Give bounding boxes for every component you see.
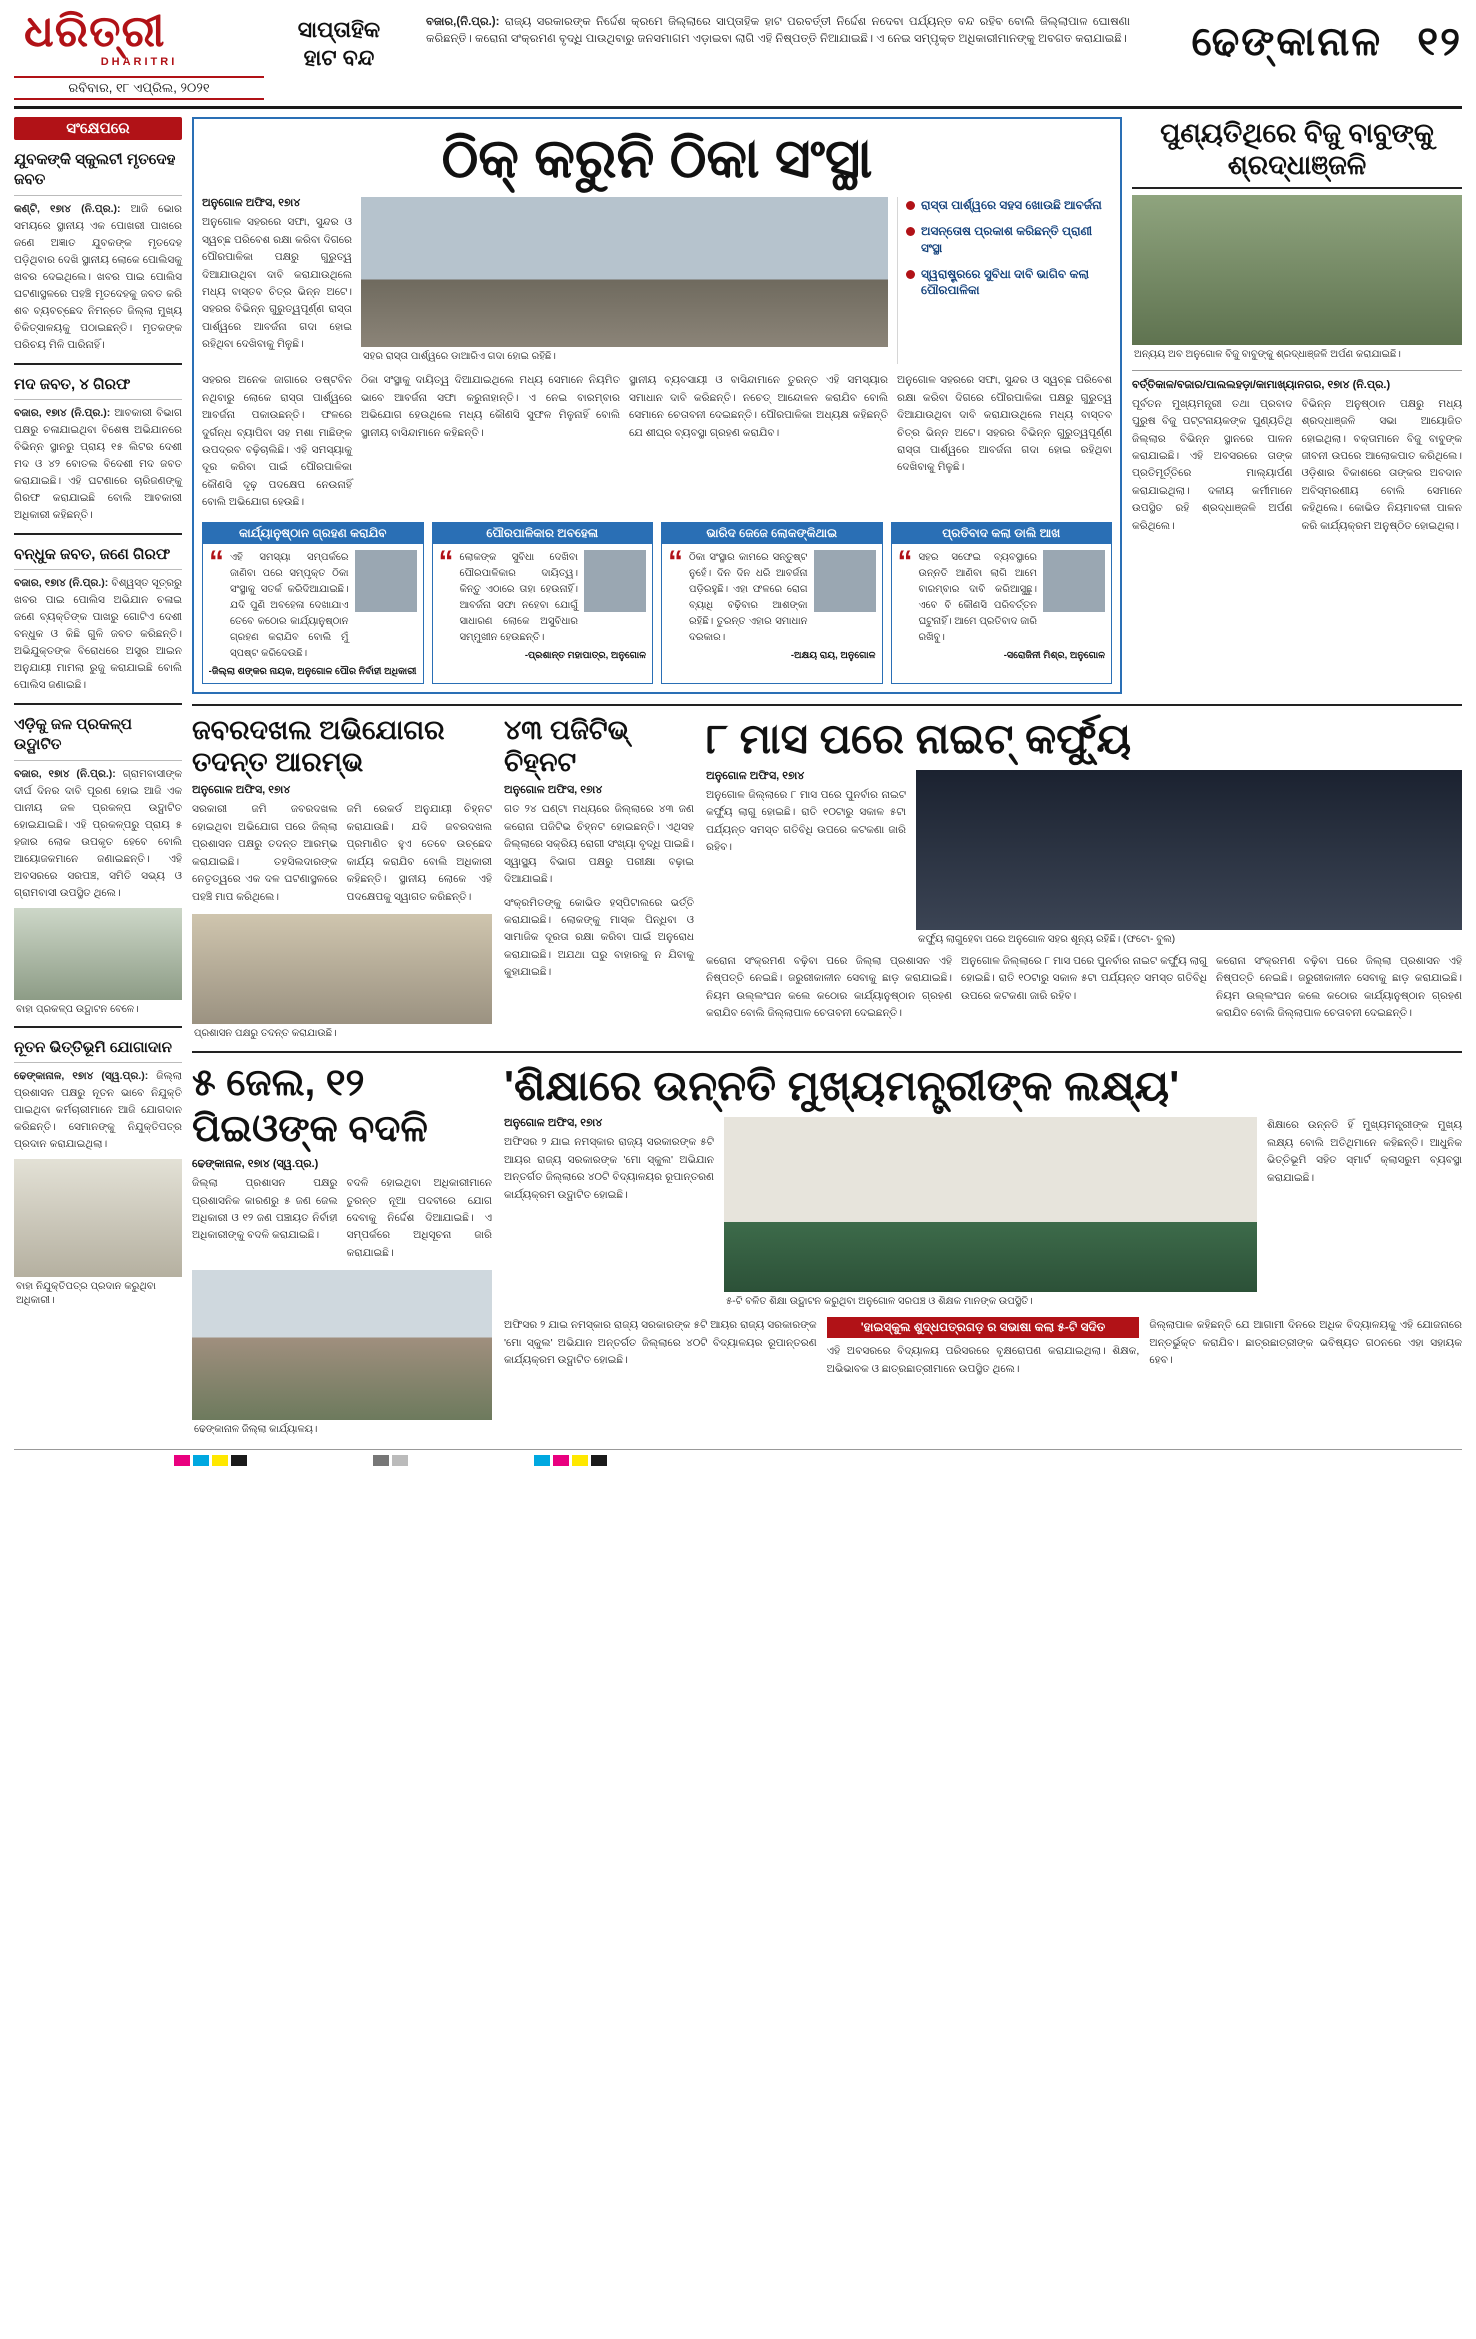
story-byline: ଅନୁଗୋଳ ଅଫିସ, ୧୭ା୪ [706,770,805,783]
quote-portrait [584,550,646,612]
quote-attribution: -ଜିଲ୍ଲା ଶଙ୍କର ନାୟକ, ଅନୁଗୋଳ ପୌର ନିର୍ବାହୀ ଅଧିକାରୀ [208,665,417,677]
story-column: ଜିଲ୍ଲାପାଳ କହିଛନ୍ତି ଯେ ଆଗାମୀ ଦିନରେ ଅଧିକ ବିଦ୍ୟାଳୟକୁ ଏହି ଯୋଜନାରେ ଅନ୍ତର୍ଭୁକ୍ତ କରାଯିବ। ଛାତ୍ରଛାତ୍ରୀଙ୍କ ଭବିଷ୍ୟତ ଗଠନରେ ଏହା ସହାୟକ ହେବ। [1149,1319,1463,1367]
lead-body-column: ସ୍ଥାନୀୟ ବ୍ୟବସାୟୀ ଓ ବାସିନ୍ଦାମାନେ ତୁରନ୍ତ ଏହି ସମସ୍ୟାର ସମାଧାନ ଦାବି କରିଛନ୍ତି। ନଚେତ୍ ଆନ୍ଦୋଳନ କରାଯିବ ବୋଲି ସେମାନେ ଚେତାବନୀ ଦେଇଛନ୍ତି। ପୌରପାଳିକା ଅଧ୍ୟକ୍ଷ କହିଛନ୍ତି ଯେ ଶୀଘ୍ର ବ୍ୟବସ୍ଥା ଗ୍ରହଣ କରାଯିବ। [629,374,888,439]
quote-text: ଏହି ସମସ୍ୟା ସମ୍ପର୍କରେ ଜାଣିବା ପରେ ସମ୍ପୃକ୍ତ ଠିକା ସଂସ୍ଥାକୁ ସତର୍କ କରିଦିଆଯାଇଛି। ଯଦି ପୁଣି ଅବହେଳା ଦେଖାଯାଏ ତେବେ କଠୋର କାର୍ଯ୍ୟାନୁଷ୍ଠାନ ଗ୍ରହଣ କରାଯିବ ବୋଲି ମୁଁ ସ୍ପଷ୍ଟ କରିଦେଉଛି। [230,551,349,659]
second-band-row [192,714,1462,1041]
education-lower-row [504,1317,1462,1378]
story-column: ବଦଳି ହୋଇଥିବା ଅଧିକାରୀମାନେ ତୁରନ୍ତ ନୂଆ ପଦବୀରେ ଯୋଗ ଦେବାକୁ ନିର୍ଦ୍ଦେଶ ଦିଆଯାଇଛି। ଏ ସମ୍ପର୍କରେ ଅଧିସୂଚନା ଜାରି କରାଯାଇଛି। [346,1177,492,1259]
divider [1132,370,1462,371]
education-text-block [504,1117,714,1309]
rail-divider [14,363,182,365]
right-top-byline: ବର୍ତ୍ତିକାଳ/ବଜାର/ପାଲଲହଡ଼ା/କାମାଖ୍ୟାନଗର, ୧୭ା୪ (ନି.ପ୍ର.) [1132,378,1391,391]
quote-heading: କାର୍ଯ୍ୟାନୁଷ୍ଠାନ ଗ୍ରହଣ କରାଯିବ [203,523,423,544]
right-top-headline: ପୁଣ୍ୟତିଥିରେ ବିଜୁ ବାବୁଙ୍କୁ ଶ୍ରଦ୍ଧାଞ୍ଜଳି [1132,117,1462,189]
brief-byline: ବଜାର,(ନି.ପ୍ର.): [426,16,500,28]
lead-body-columns [202,372,1112,511]
curfew-lower-columns [706,953,1462,1023]
story-column: ଶିକ୍ଷାରେ ଉନ୍ନତି ହିଁ ମୁଖ୍ୟମନ୍ତ୍ରୀଙ୍କ ମୁଖ୍ୟ ଲକ୍ଷ୍ୟ ବୋଲି ଅତିଥିମାନେ କହିଛନ୍ତି। ଆଧୁନିକ ଭିତ୍ତିଭୂମି ସହିତ ସ୍ମାର୍ଟ କ୍ଲାସରୁମ ବ୍ୟବସ୍ଥା କରାଯାଇଛି। [1267,1119,1462,1184]
rail-item-title: ବନ୍ଧୁକ ଜବତ, ଜଣେ ଗିରଫ [14,545,182,570]
rail-item-title: ନୂତନ ଭିତ୍ତିଭୂମି ଯୋଗାଦାନ [14,1038,182,1063]
curfew-text-block [706,770,906,947]
story-headline: ଜବରଦଖଲ ଅଭିଯୋଗର ତଦନ୍ତ ଆରମ୍ଭ [192,714,445,778]
education-subbox [827,1317,1140,1378]
lead-byline: ଅନୁଗୋଳ ଅଫିସ, ୧୭ା୪ [202,197,301,210]
lead-story [192,117,1122,694]
tagline-line-1: ସାପ୍ତାହିକ [297,17,381,42]
sub-headline: 'ହାଇସ୍କୁଲ ଶୁଦ୍ଧପତ୍ରଗଡ଼ ର ସଭାଷା କଲା ୫-ଟି ସଦିତ [827,1317,1140,1338]
rail-photo-caption: ବାହା ପ୍ରକଳ୍ପ ଉଦ୍ଘାଟନ ବେଳେ। [16,1003,139,1015]
masthead [14,7,1462,109]
masthead-logo-block [14,7,264,100]
quote-mark-icon: “ [438,544,454,578]
story-column: ଜିଲ୍ଲା ପ୍ରଶାସନ ପକ୍ଷରୁ ପ୍ରଶାସନିକ କାରଣରୁ ୫ ଜଣ ଜେଲ ଅଧିକାରୀ ଓ ୧୨ ଜଣ ପଞ୍ଚାୟତ ନିର୍ବାହୀ ଅଧିକାରୀଙ୍କୁ ବଦଳି କରାଯାଇଛି। [192,1177,338,1242]
rail-photo [14,908,182,1000]
right-top-columns [1132,396,1462,535]
quote-box [891,522,1113,684]
story-column: କରୋନା ସଂକ୍ରମଣ ବଢ଼ିବା ପରେ ଜିଲ୍ଲା ପ୍ରଶାସନ ଏହି ନିଷ୍ପତ୍ତି ନେଇଛି। ଜରୁରୀକାଳୀନ ସେବାକୁ ଛାଡ଼ କରାଯାଇଛି। ନିୟମ ଉଲ୍ଲଂଘନ କଲେ କଠୋର କାର୍ଯ୍ୟାନୁଷ୍ଠାନ ଗ୍ରହଣ କରାଯିବ ବୋଲି ଜିଲ୍ଲାପାଳ ଚେତାବନୀ ଦେଇଛନ୍ତି। [706,955,952,1020]
color-swatch [193,1455,209,1466]
bullet-dot-icon [906,201,915,210]
publication-date: ରବିବାର, ୧୮ ଏପ୍ରିଲ, ୨୦୨୧ [14,76,264,100]
top-row [192,117,1462,694]
center-column [192,117,1462,1437]
rail-item-byline: କଣ୍ଟି, ୧୭ା୪ (ନି.ପ୍ର.): [14,202,121,215]
quote-portrait [1043,550,1105,612]
lead-bullet [906,197,1112,213]
story-headline: ୮ ମାସ ପରେ ନାଇଟ୍ କର୍ଫ୍ୟୁ [706,714,1132,762]
lead-bullet-text: ରାସ୍ତା ପାର୍ଶ୍ୱରେ ସହସ ଖୋଉଛି ଆବର୍ଜନା [921,198,1102,213]
tagline-line-2: ହାଟ ବନ୍ଦ [303,44,375,70]
lead-body-column: ସହରର ଅନେକ ଜାଗାରେ ଡଷ୍ଟବିନ ନଥିବାରୁ ଲୋକେ ରାସ୍ତା ପାର୍ଶ୍ୱରେ ଆବର୍ଜନା ପକାଉଛନ୍ତି। ଫଳରେ ଦୁର୍ଗନ୍ଧ ବ୍ୟାପିବା ସହ ମଶା ମାଛିଙ୍କ ଉପଦ୍ରବ ବଢ଼ିଚାଲିଛି। ଏହି ସମସ୍ୟାକୁ ଦୂର କରିବା ପାଇଁ ପୌରପାଳିକା କୌଣସି ଦୃଢ଼ ପଦକ୍ଷେପ ନେଉନାହିଁ ବୋଲି ଅଭିଯୋଗ ହେଉଛି। [202,374,352,509]
story-headline: 'ଶିକ୍ଷାରେ ଉନ୍ନତି ମୁଖ୍ୟମନ୍ତ୍ରୀଙ୍କ ଲକ୍ଷ୍ୟ' [504,1061,1180,1109]
rail-item-text: ଆଜି ଭୋର ସମୟରେ ସ୍ଥାନୀୟ ଏକ ପୋଖରୀ ପାଖରେ ଜଣେ ଅଜ୍ଞାତ ଯୁବକଙ୍କ ମୃତଦେହ ପଡ଼ିଥିବାର ଦେଖି ସ୍ଥାନୀୟ ଲୋକେ ପୋଲିସକୁ ଖବର ଦେଇଥିଲେ। ଖବର ପାଇ ପୋଲିସ ଘଟଣାସ୍ଥଳରେ ପହଞ୍ଚି ମୃତଦେହକୁ ଜବତ କରି ଶବ ବ୍ୟବଚ୍ଛେଦ ନିମନ୍ତେ ଜିଲ୍ଲା ମୁଖ୍ୟ ଚିକିତ୍ସାଳୟକୁ ପଠାଇଛନ୍ତି। ମୃତକଙ୍କ ପରିଚୟ ମିଳି ପାରିନାହିଁ। [14,202,183,351]
story-byline: ଢେଙ୍କାନାଳ, ୧୭ା୪ (ସ୍ୱ.ପ୍ର.) [192,1158,319,1171]
lead-bullet [906,223,1112,255]
right-top-column: ପୂର୍ବତନ ମୁଖ୍ୟମନ୍ତ୍ରୀ ତଥା ପ୍ରବାଦ ପୁରୁଷ ବିଜୁ ପଟ୍ଟନାୟକଙ୍କ ପୁଣ୍ୟତିଥି ଜିଲ୍ଲାର ବିଭିନ୍ନ ସ୍ଥାନରେ ପାଳନ କରାଯାଇଛି। ଏହି ଅବସରରେ ତାଙ୍କ ପ୍ରତିମୂର୍ତ୍ତିରେ ମାଲ୍ୟାର୍ପଣ କରାଯାଇଥିଲା। ଦଳୀୟ କର୍ମୀମାନେ ଉପସ୍ଥିତ ରହି ଶ୍ରଦ୍ଧାଞ୍ଜଳି ଅର୍ପଣ କରିଥିଲେ। [1132,397,1293,532]
lead-frame [192,117,1122,694]
color-swatch [392,1455,408,1466]
quote-portrait [355,550,417,612]
story-night-curfew [706,714,1462,1041]
logo-roman: DHARITRI [100,56,178,68]
rail-item-text: ଆବକାରୀ ବିଭାଗ ପକ୍ଷରୁ ଚଳାଯାଇଥିବା ବିଶେଷ ଅଭିଯାନରେ ବିଭିନ୍ନ ସ୍ଥାନରୁ ପ୍ରାୟ ୧୫ ଲିଟର ଦେଶୀ ମଦ ଓ ୪୨ ବୋତଲ ବିଦେଶୀ ମଦ ଜବତ କରାଯାଇଛି। ଏହି ଘଟଣାରେ ଚାରିଜଣଙ୍କୁ ଗିରଫ କରାଯାଇଛି ବୋଲି ଆବକାରୀ ଅଧିକାରୀ କହିଛନ୍ତି। [14,406,182,521]
sub-text: ଏହି ଅବସରରେ ବିଦ୍ୟାଳୟ ପରିସରରେ ବୃକ୍ଷରୋପଣ କରାଯାଇଥିଲା। ଶିକ୍ଷକ, ଅଭିଭାବକ ଓ ଛାତ୍ରଛାତ୍ରୀମାନେ ଉପସ୍ଥିତ ଥିଲେ। [826,1345,1140,1375]
rail-item [14,375,182,524]
rail-item-body [14,1068,182,1153]
quote-mark-icon: “ [897,544,913,578]
rail-divider [14,703,182,705]
rail-item-byline: ବଜାର, ୧୭ା୪ (ନି.ପ୍ର.): [14,577,109,589]
right-top-caption: ଅନ୍ୟୟ ଅବ ଅନୁଗୋଳ ବିଜୁ ବାବୁଙ୍କୁ ଶ୍ରଦ୍ଧାଞ୍ଜଳି ଅର୍ପଣ କରାଯାଇଛି। [1134,348,1401,360]
rail-photo [14,1159,182,1277]
right-top-photo [1132,195,1462,345]
color-swatch [534,1455,550,1466]
quote-attribution: -ସରୋଜିନୀ ମିଶ୍ର, ଅନୁଗୋଳ [1003,649,1105,661]
rail-item-text: ଗ୍ରାମବାସୀଙ୍କ ଦୀର୍ଘ ଦିନର ଦାବି ପୂରଣ ହୋଇ ଆଜି ଏକ ପାନୀୟ ଜଳ ପ୍ରକଳ୍ପ ଉଦ୍ଘାଟିତ ହୋଇଯାଇଛି। ଏହି ପ୍ରକଳ୍ପରୁ ପ୍ରାୟ ୫ ହଜାର ଲୋକ ଉପକୃତ ହେବେ ବୋଲି ଆୟୋଜକମାନେ ଜଣାଇଛନ୍ତି। ଏହି ଅବସରରେ ସରପଞ୍ଚ, ସମିତି ସଭ୍ୟ ଓ ଗ୍ରାମବାସୀ ଉପସ୍ଥିତ ଥିଲେ। [14,767,183,899]
story-column: ସଂକ୍ରମିତଙ୍କୁ କୋଭିଡ ହସ୍ପିଟାଲରେ ଭର୍ତ୍ତି କରାଯାଇଛି। ଲୋକଙ୍କୁ ମାସ୍କ ପିନ୍ଧିବା ଓ ସାମାଜିକ ଦୂରତା ରକ୍ଷା କରିବା ପାଇଁ ଅନୁରୋଧ କରାଯାଇଛି। ଅଯଥା ଘରୁ ବାହାରକୁ ନ ଯିବାକୁ କୁହାଯାଇଛି। [504,896,694,979]
rail-item-title: ମଦ ଜବତ, ୪ ଗିରଫ [14,375,182,400]
quote-box [202,522,424,684]
story-photo-caption: ୫-ଟି ବଳିତ ଶିକ୍ଷା ଉଦ୍ଘାଟନ କରୁଥିବା ଅନୁଗୋଳ ସରପଞ୍ଚ ଓ ଶିକ୍ଷକ ମାନଙ୍କ ଉପସ୍ଥିତି। [726,1296,1033,1308]
quote-heading: ପୌରପାଳିକାର ଅବହେଳା [433,523,653,544]
story-column: ଅନୁଗୋଳ ଜିଲ୍ଲାରେ ୮ ମାସ ପରେ ପୁନର୍ବାର ନାଇଟ କର୍ଫ୍ୟୁ ଲାଗୁ ହୋଇଛି। ରାତି ୧୦ଟାରୁ ସକାଳ ୫ଟା ପର୍ଯ୍ୟନ୍ତ ସମସ୍ତ ଗତିବିଧି ଉପରେ କଟକଣା ଜାରି ରହିବ। [706,789,906,854]
quote-box [661,522,883,684]
quote-row [202,522,1112,684]
education-photo-block [724,1117,1257,1309]
rail-divider [14,533,182,535]
quote-text: ଠିକା ସଂସ୍ଥାର କାମରେ ସନ୍ତୁଷ୍ଟ ନୁହେଁ। ଦିନ ଦିନ ଧରି ଆବର୍ଜନା ପଡ଼ିରହୁଛି। ଏହା ଫଳରେ ରୋଗ ବ୍ୟାଧି ବଢ଼ିବାର ଆଶଙ୍କା ରହିଛି। ତୁରନ୍ତ ଏହାର ସମାଧାନ ଦରକାର। [689,551,808,643]
lead-intro-text: ଅନୁଗୋଳ ସହରରେ ସଫା, ସୁନ୍ଦର ଓ ସ୍ୱଚ୍ଛ ପରିବେଶ ରକ୍ଷା କରିବା ଦିଗରେ ପୌରପାଳିକା ପକ୍ଷରୁ ଗୁରୁତ୍ୱ ଦିଆଯାଉଥିବା ଦାବି କରାଯାଉଥିଲେ ମଧ୍ୟ ବାସ୍ତବ ଚିତ୍ର ଭିନ୍ନ ଅଟେ। ସହରର ବିଭିନ୍ନ ଗୁରୁତ୍ୱପୂର୍ଣ୍ଣ ରାସ୍ତା ପାର୍ଶ୍ୱରେ ଆବର୍ଜନା ଗଦା ହୋଇ ରହିଥିବା ଦେଖିବାକୁ ମିଳୁଛି। [202,216,352,351]
rail-item-body [14,201,182,354]
color-swatch [553,1455,569,1466]
curfew-row [706,770,1462,947]
lead-bullet-text: ଅସନ୍ତୋଷ ପ୍ରକାଶ କରିଛନ୍ତି ପ୍ରାଣୀ ସଂସ୍ଥା [921,224,1093,255]
story-photo-caption: ଢେଙ୍କାନାଳ ଜିଲ୍ଲା କାର୍ଯ୍ୟାଳୟ। [194,1424,318,1436]
lead-photo [361,197,888,347]
quote-body [662,544,882,646]
registration-color-bar [14,1449,1462,1471]
rail-photo-caption: ବାହା ନିଯୁକ୍ତିପତ୍ର ପ୍ରଦାନ କରୁଥିବା ଅଧିକାରୀ। [16,1280,156,1306]
right-top-column: ବିଭିନ୍ନ ଅନୁଷ୍ଠାନ ପକ୍ଷରୁ ମଧ୍ୟ ଶ୍ରଦ୍ଧାଞ୍ଜଳି ସଭା ଆୟୋଜିତ ହୋଇଥିଲା। ବକ୍ତାମାନେ ବିଜୁ ବାବୁଙ୍କ ଜୀବନୀ ଉପରେ ଆଲୋକପାତ କରିଥିଲେ। ଓଡ଼ିଶାର ବିକାଶରେ ତାଙ୍କର ଅବଦାନ ଅବିସ୍ମରଣୀୟ ବୋଲି ସେମାନେ କହିଥିଲେ। କୋଭିଡ ନିୟମାବଳୀ ପାଳନ କରି କାର୍ଯ୍ୟକ୍ରମ ଅନୁଷ୍ଠିତ ହୋଇଥିଲା। [1301,397,1462,532]
quote-text: ସହର ସଫେଇ ବ୍ୟବସ୍ଥାରେ ଉନ୍ନତି ଆଣିବା ଲାଗି ଆମେ ବାରମ୍ବାର ଦାବି କରିଆସୁଛୁ। ଏବେ ବି କୌଣସି ପରିବର୍ତ୍ତନ ଘଟୁନାହିଁ। ଆମେ ପ୍ରତିବାଦ ଜାରି ରଖିବୁ। [918,551,1037,643]
color-swatch [591,1455,607,1466]
story-column: ଅନୁଗୋଳ ଜିଲ୍ଲାରେ ୮ ମାସ ପରେ ପୁନର୍ବାର ନାଇଟ କର୍ଫ୍ୟୁ ଲାଗୁ ହୋଇଛି। ରାତି ୧୦ଟାରୁ ସକାଳ ୫ଟା ପର୍ଯ୍ୟନ୍ତ ସମସ୍ତ ଗତିବିଧି ଉପରେ କଟକଣା ଜାରି ରହିବ। [961,955,1207,1002]
color-swatch [373,1455,389,1466]
brief-text: ରାଜ୍ୟ ସରକାରଙ୍କ ନିର୍ଦ୍ଦେଶ କ୍ରମେ ଜିଲ୍ଲାରେ ସାପ୍ତାହିକ ହାଟ ପରବର୍ତ୍ତୀ ନିର୍ଦ୍ଦେଶ ନଦେବା ପର୍ଯ୍ୟନ୍ତ ବନ୍ଦ ରହିବ ବୋଲି ଜିଲ୍ଲାପାଳ ଘୋଷଣା କରିଛନ୍ତି। କରୋନା ସଂକ୍ରମଣ ବୃଦ୍ଧି ପାଉଥିବାରୁ ଜନସମାଗମ ଏଡ଼ାଇବା ଲାଗି ଏହି ନିଷ୍ପତ୍ତି ନିଆଯାଇଛି। ଏ ନେଇ ସମ୍ପୃକ୍ତ ଅଧିକାରୀମାନଙ୍କୁ ଅବଗତ କରାଯାଇଛି। [426,16,1130,46]
left-rail [14,117,182,1437]
bullet-dot-icon [906,227,915,236]
lead-top-row [202,197,1112,364]
quote-heading: ପ୍ରତିବାଦ କଲା ଡାଲି ଆଖ [892,523,1112,544]
lead-headline: ଠିକ୍ କରୁନି ଠିକା ସଂସ୍ଥା [441,127,873,189]
quote-portrait [814,550,876,612]
story-column: ଜମି ରେକର୍ଡ ଅନୁଯାୟୀ ଚିହ୍ନଟ କରାଯାଉଛି। ଯଦି ଜବରଦଖଲ ପ୍ରମାଣିତ ହୁଏ ତେବେ ଉଚ୍ଛେଦ କାର୍ଯ୍ୟ କରାଯିବ ବୋଲି ଅଧିକାରୀ କହିଛନ୍ତି। ସ୍ଥାନୀୟ ଲୋକେ ଏହି ପଦକ୍ଷେପକୁ ସ୍ୱାଗତ କରିଛନ୍ତି। [346,803,492,903]
story-column: କରୋନା ସଂକ୍ରମଣ ବଢ଼ିବା ପରେ ଜିଲ୍ଲା ପ୍ରଶାସନ ଏହି ନିଷ୍ପତ୍ତି ନେଇଛି। ଜରୁରୀକାଳୀନ ସେବାକୁ ଛାଡ଼ କରାଯାଇଛି। ନିୟମ ଉଲ୍ଲଂଘନ କଲେ କଠୋର କାର୍ଯ୍ୟାନୁଷ୍ଠାନ ଗ୍ରହଣ କରାଯିବ ବୋଲି ଜିଲ୍ଲାପାଳ ଚେତାବନୀ ଦେଇଛନ୍ତି। [1216,955,1462,1020]
rail-item [14,715,182,1017]
story-photo [916,770,1462,930]
rail-item-byline: ଢେଙ୍କାନାଳ, ୧୭ା୪ (ସ୍ୱ.ପ୍ର.): [14,1069,149,1082]
education-side-block [1267,1117,1462,1309]
lead-bullet-list [897,197,1112,364]
rail-header: ସଂକ୍ଷେପରେ [14,117,182,140]
rail-item-byline: ବଜାର, ୧୭ା୪ (ନି.ପ୍ର.): [14,406,111,419]
story-photo [192,1270,492,1420]
edition-name: ଢେଙ୍କାନାଳ [1191,20,1383,64]
right-top-story [1132,117,1462,694]
story-column: ଅଫିସର ୨ ଯାଇ ନମସ୍କାର ରାଜ୍ୟ ସରକାରଙ୍କ ୫ଟି ଆୟର ରାଜ୍ୟ ସରକାରଙ୍କ 'ମୋ ସ୍କୁଲ' ଅଭିଯାନ ଅନ୍ତର୍ଗତ ଜିଲ୍ଲାରେ ୪୦ଟି ବିଦ୍ୟାଳୟର ରୂପାନ୍ତରଣ କାର୍ଯ୍ୟକ୍ରମ ଉଦ୍ଘାଟିତ ହୋଇଛି। [504,1319,817,1367]
lead-intro-column [202,197,352,364]
rail-item-body [14,766,182,902]
lead-bullet-text: ସ୍ୱରାଷ୍ଟ୍ରରେ ସୁବିଧା ଦାବି ଭାଗିବ କଲା ପୌରପାଳିକା [921,266,1089,298]
rail-item-title: ଯୁବକଙ୍କି ସ୍କୁଲଟୀ ମୃତଦେହ ଜବତ [14,150,182,196]
masthead-brief [414,10,1142,100]
story-investigation [192,714,492,1041]
quote-body [892,544,1112,646]
quote-box [432,522,654,684]
story-photo-caption: ପ୍ରଶାସନ ପକ୍ଷରୁ ତଦନ୍ତ କରାଯାଉଛି। [194,1027,337,1039]
quote-body [203,544,423,662]
third-band [192,1051,1462,1437]
logo-text: ଧରିତ୍ରୀ [24,7,166,56]
lead-bullet [906,266,1112,298]
color-swatch [231,1455,247,1466]
quote-attribution: -ପ୍ରଶାନ୍ତ ମହାପାତ୍ର, ଅନୁଗୋଳ [524,649,646,661]
bullet-dot-icon [906,270,915,279]
quote-attribution: -ଅକ୍ଷୟ ରାୟ, ଅନୁଗୋଳ [790,649,876,661]
story-headline: ୪୩ ପଜିଟିଭ୍ ଚିହ୍ନଟ [504,714,629,778]
education-row [504,1117,1462,1309]
story-byline: ଅନୁଗୋଳ ଅଫିସ, ୧୭ା୪ [504,784,603,797]
story-column: ସରକାରୀ ଜମି ଜବରଦଖଲ ହୋଇଥିବା ଅଭିଯୋଗ ପରେ ଜିଲ୍ଲା ପ୍ରଶାସନ ପକ୍ଷରୁ ତଦନ୍ତ ଆରମ୍ଭ କରାଯାଇଛି। ତହସିଲଦାରଙ୍କ ନେତୃତ୍ୱରେ ଏକ ଦଳ ଘଟଣାସ୍ଥଳରେ ପହଞ୍ଚି ମାପ କରିଥିଲେ। [192,803,338,903]
lead-body-column: ଠିକା ସଂସ୍ଥାକୁ ଦାୟିତ୍ୱ ଦିଆଯାଇଥିଲେ ମଧ୍ୟ ସେମାନେ ନିୟମିତ ଭାବେ ଆବର୍ଜନା ସଫା କରୁନାହାନ୍ତି। ଏ ନେଇ ବାରମ୍ବାର ଅଭିଯୋଗ ହେଉଥିଲେ ମଧ୍ୟ କୌଣସି ସୁଫଳ ମିଳୁନାହିଁ ବୋଲି ସ୍ଥାନୀୟ ବାସିନ୍ଦାମାନେ କହିଛନ୍ତି। [361,374,620,439]
story-columns [192,1175,492,1262]
quote-mark-icon: “ [668,544,683,578]
second-band [192,704,1462,1041]
story-photo [724,1117,1257,1292]
edition-block [1142,10,1462,100]
quote-heading: ଭାରିଦ ଜେଜେ ଲୋକଙ୍କିଥାଇ [662,523,882,544]
story-columns [192,801,492,906]
color-swatch [572,1455,588,1466]
rail-item-body [14,575,182,694]
story-column: ଗତ ୨୪ ଘଣ୍ଟା ମଧ୍ୟରେ ଜିଲ୍ଲାରେ ୪୩ ଜଣ କରୋନା ପଜିଟିଭ ଚିହ୍ନଟ ହୋଇଛନ୍ତି। ଏଥିସହ ଜିଲ୍ଲାରେ ସକ୍ରିୟ ରୋଗୀ ସଂଖ୍ୟା ବୃଦ୍ଧି ପାଇଛି। ସ୍ୱାସ୍ଥ୍ୟ ବିଭାଗ ପକ୍ଷରୁ ପରୀକ୍ଷା ବଢ଼ାଇ ଦିଆଯାଇଛି। [504,803,694,886]
rail-divider [14,1026,182,1028]
story-transfers [192,1061,492,1437]
rail-item [14,1038,182,1308]
color-swatch [174,1455,190,1466]
lead-body-column: ଅନୁଗୋଳ ସହରରେ ସଫା, ସୁନ୍ଦର ଓ ସ୍ୱଚ୍ଛ ପରିବେଶ ରକ୍ଷା କରିବା ଦିଗରେ ପୌରପାଳିକା ପକ୍ଷରୁ ଗୁରୁତ୍ୱ ଦିଆଯାଉଥିବା ଦାବି କରାଯାଉଥିଲେ ମଧ୍ୟ ବାସ୍ତବ ଚିତ୍ର ଭିନ୍ନ ଅଟେ। ସହରର ବିଭିନ୍ନ ଗୁରୁତ୍ୱପୂର୍ଣ୍ଣ ରାସ୍ତା ପାର୍ଶ୍ୱରେ ଆବର୍ଜନା ଗଦା ହୋଇ ରହିଥିବା ଦେଖିବାକୁ ମିଳୁଛି। [897,374,1112,474]
story-photo-caption: କର୍ଫ୍ୟୁ ଲାଗୁହେବା ପରେ ଅନୁଗୋଳ ସହର ଶୂନ୍ୟ ରହିଛି। (ଫଟୋ- ବୁଲ) [918,934,1176,946]
third-band-row [192,1061,1462,1437]
quote-mark-icon: “ [209,544,224,578]
rail-item-body [14,405,182,524]
quote-text: ଲୋକଙ୍କ ସୁବିଧା ଦେଖିବା ପୌରପାଳିକାର ଦାୟିତ୍ୱ। କିନ୍ତୁ ଏଠାରେ ତାହା ହେଉନାହିଁ। ଆବର୍ଜନା ସଫା ନହେବା ଯୋଗୁଁ ସାଧାରଣ ଲୋକେ ଅସୁବିଧାର ସମ୍ମୁଖୀନ ହେଉଛନ୍ତି। [459,551,578,643]
lead-photo-block [361,197,888,364]
story-education [504,1061,1462,1437]
rail-item [14,150,182,354]
story-byline: ଅନୁଗୋଳ ଅଫିସ, ୧୭ା୪ [192,784,291,797]
main-grid [14,117,1462,1437]
story-byline: ଅନୁଗୋଳ ଅଫିସ, ୧୭ା୪ [504,1117,603,1130]
lead-photo-caption: ସହର ରାସ୍ତା ପାର୍ଶ୍ୱରେ ଡାଆରିଏ ଗଦା ହୋଇ ରହିଛି। [363,351,556,363]
color-swatch [212,1455,228,1466]
story-column: ଅଫିସର ୨ ଯାଇ ନମସ୍କାର ରାଜ୍ୟ ସରକାରଙ୍କ ୫ଟି ଆୟର ରାଜ୍ୟ ସରକାରଙ୍କ 'ମୋ ସ୍କୁଲ' ଅଭିଯାନ ଅନ୍ତର୍ଗତ ଜିଲ୍ଲାରେ ୪୦ଟି ବିଦ୍ୟାଳୟର ରୂପାନ୍ତରଣ କାର୍ଯ୍ୟକ୍ରମ ଉଦ୍ଘାଟିତ ହୋଇଛି। [504,1136,714,1201]
story-positive-cases [504,714,694,1041]
masthead-tagline [264,10,414,100]
story-photo [192,914,492,1024]
quote-body [433,544,653,646]
rail-item-text: ଜିଲ୍ଲା ପ୍ରଶାସନ ପକ୍ଷରୁ ନୂତନ ଭାବେ ନିଯୁକ୍ତି ପାଇଥିବା କର୍ମଚାରୀମାନେ ଆଜି ଯୋଗଦାନ କରିଛନ୍ତି। ସେମାନଙ୍କୁ ନିଯୁକ୍ତିପତ୍ର ପ୍ରଦାନ କରାଯାଇଥିଲା। [14,1069,182,1150]
rail-item [14,545,182,694]
page-number: ୧୨ [1417,20,1462,64]
rail-item-byline: ବଜାର, ୧୭ା୪ (ନି.ପ୍ର.): [14,767,116,780]
story-headline: ୫ ଜେଲ, ୧୨ ପିଇଓଙ୍କ ବଦଳି [192,1061,428,1150]
curfew-photo-block [916,770,1462,947]
rail-item-title: ଏଡ଼ିକୁ ଜଳ ପ୍ରକଳ୍ପ ଉଦ୍ଘାଟିତ [14,715,182,761]
rail-item-text: ବିଶ୍ୱସ୍ତ ସୂତ୍ରରୁ ଖବର ପାଇ ପୋଲିସ ଅଭିଯାନ ଚଳାଇ ଜଣେ ବ୍ୟକ୍ତିଙ୍କ ପାଖରୁ ଗୋଟିଏ ଦେଶୀ ବନ୍ଧୁକ ଓ କିଛି ଗୁଳି ଜବତ କରିଛନ୍ତି। ଅଭିଯୁକ୍ତଙ୍କ ବିରୋଧରେ ଅସ୍ତ୍ର ଆଇନ ଅନୁଯାୟୀ ମାମଲା ରୁଜୁ କରାଯାଇଛି ବୋଲି ପୋଲିସ ଜଣାଇଛି। [14,577,182,691]
